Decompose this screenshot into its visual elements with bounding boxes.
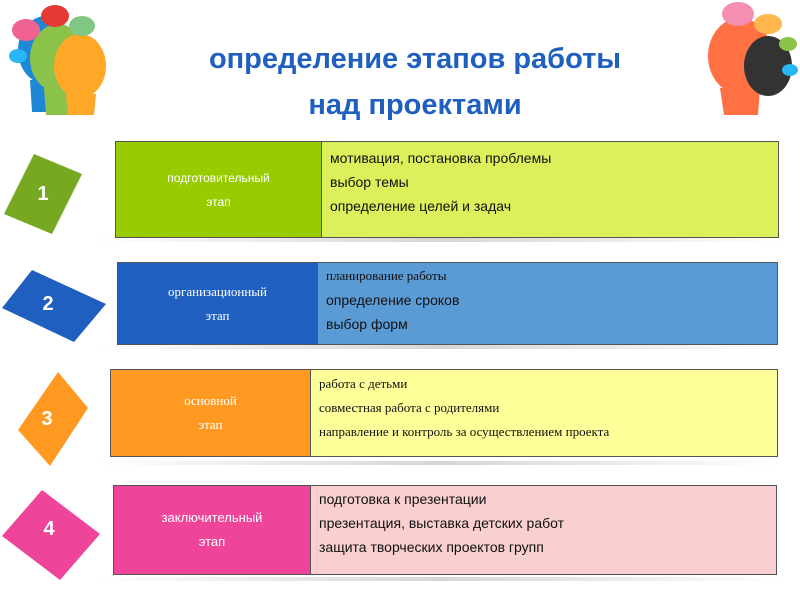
stage-number: 4 (43, 517, 55, 540)
row-divider (95, 461, 785, 465)
stage-label-line-2: этап (198, 417, 223, 432)
row-divider (95, 577, 785, 581)
stage-number-badge (2, 490, 100, 580)
page-title (150, 36, 680, 128)
stage-item: защита творческих проектов групп (319, 539, 544, 555)
stage-label-line-2: этап (206, 194, 231, 209)
speech-heads-icon (690, 0, 800, 115)
stage-item: совместная работа с родителями (319, 400, 500, 415)
stage-item: планирование работы (326, 268, 447, 283)
stage-item: подготовка к презентации (319, 491, 487, 507)
title-line-1: определение этапов работы (208, 43, 622, 75)
stage-row (115, 141, 779, 238)
stage-items (318, 263, 777, 344)
stage-row (117, 262, 778, 345)
stage-label-line-1: заключительный (161, 510, 263, 525)
row-divider (95, 345, 785, 349)
stage-label (116, 142, 322, 237)
stage-item: выбор форм (326, 316, 408, 332)
stage-number-badge (18, 372, 88, 466)
stage-item: направление и контроль за осуществлением проекта (319, 424, 610, 439)
stage-number-badge (4, 152, 82, 236)
speech-heads-icon (0, 0, 110, 115)
stage-item: презентация, выставка детских работ (319, 515, 565, 531)
stage-label-line-1: организационный (168, 283, 267, 299)
stage-items (311, 486, 776, 574)
stage-items (322, 142, 778, 237)
title-line-2: над проектами (308, 89, 522, 121)
stage-number: 3 (41, 407, 53, 430)
diamond-shape (2, 270, 106, 342)
stage-item: мотивация, постановка проблемы (330, 150, 552, 166)
diamond-shape (18, 372, 88, 466)
stage-number: 2 (42, 292, 54, 315)
stage-number-badge (2, 270, 106, 342)
stage-label (111, 370, 311, 456)
stage-item: определение целей и задач (330, 198, 512, 214)
stage-items (311, 370, 777, 456)
stage-label-line-1: основной (184, 393, 237, 408)
stage-label (114, 486, 311, 574)
stage-item: работа с детьми (319, 376, 408, 391)
stage-label-line-2: этап (205, 307, 230, 323)
stage-label (118, 263, 318, 344)
stage-row (110, 369, 778, 457)
stage-item: выбор темы (330, 174, 409, 190)
stage-row (113, 485, 777, 575)
row-divider (95, 238, 785, 242)
stage-number: 1 (37, 182, 49, 205)
stage-label-line-1: подготовительный (167, 170, 270, 185)
stage-item: определение сроков (326, 292, 460, 308)
stage-label-line-2: этап (198, 534, 226, 549)
